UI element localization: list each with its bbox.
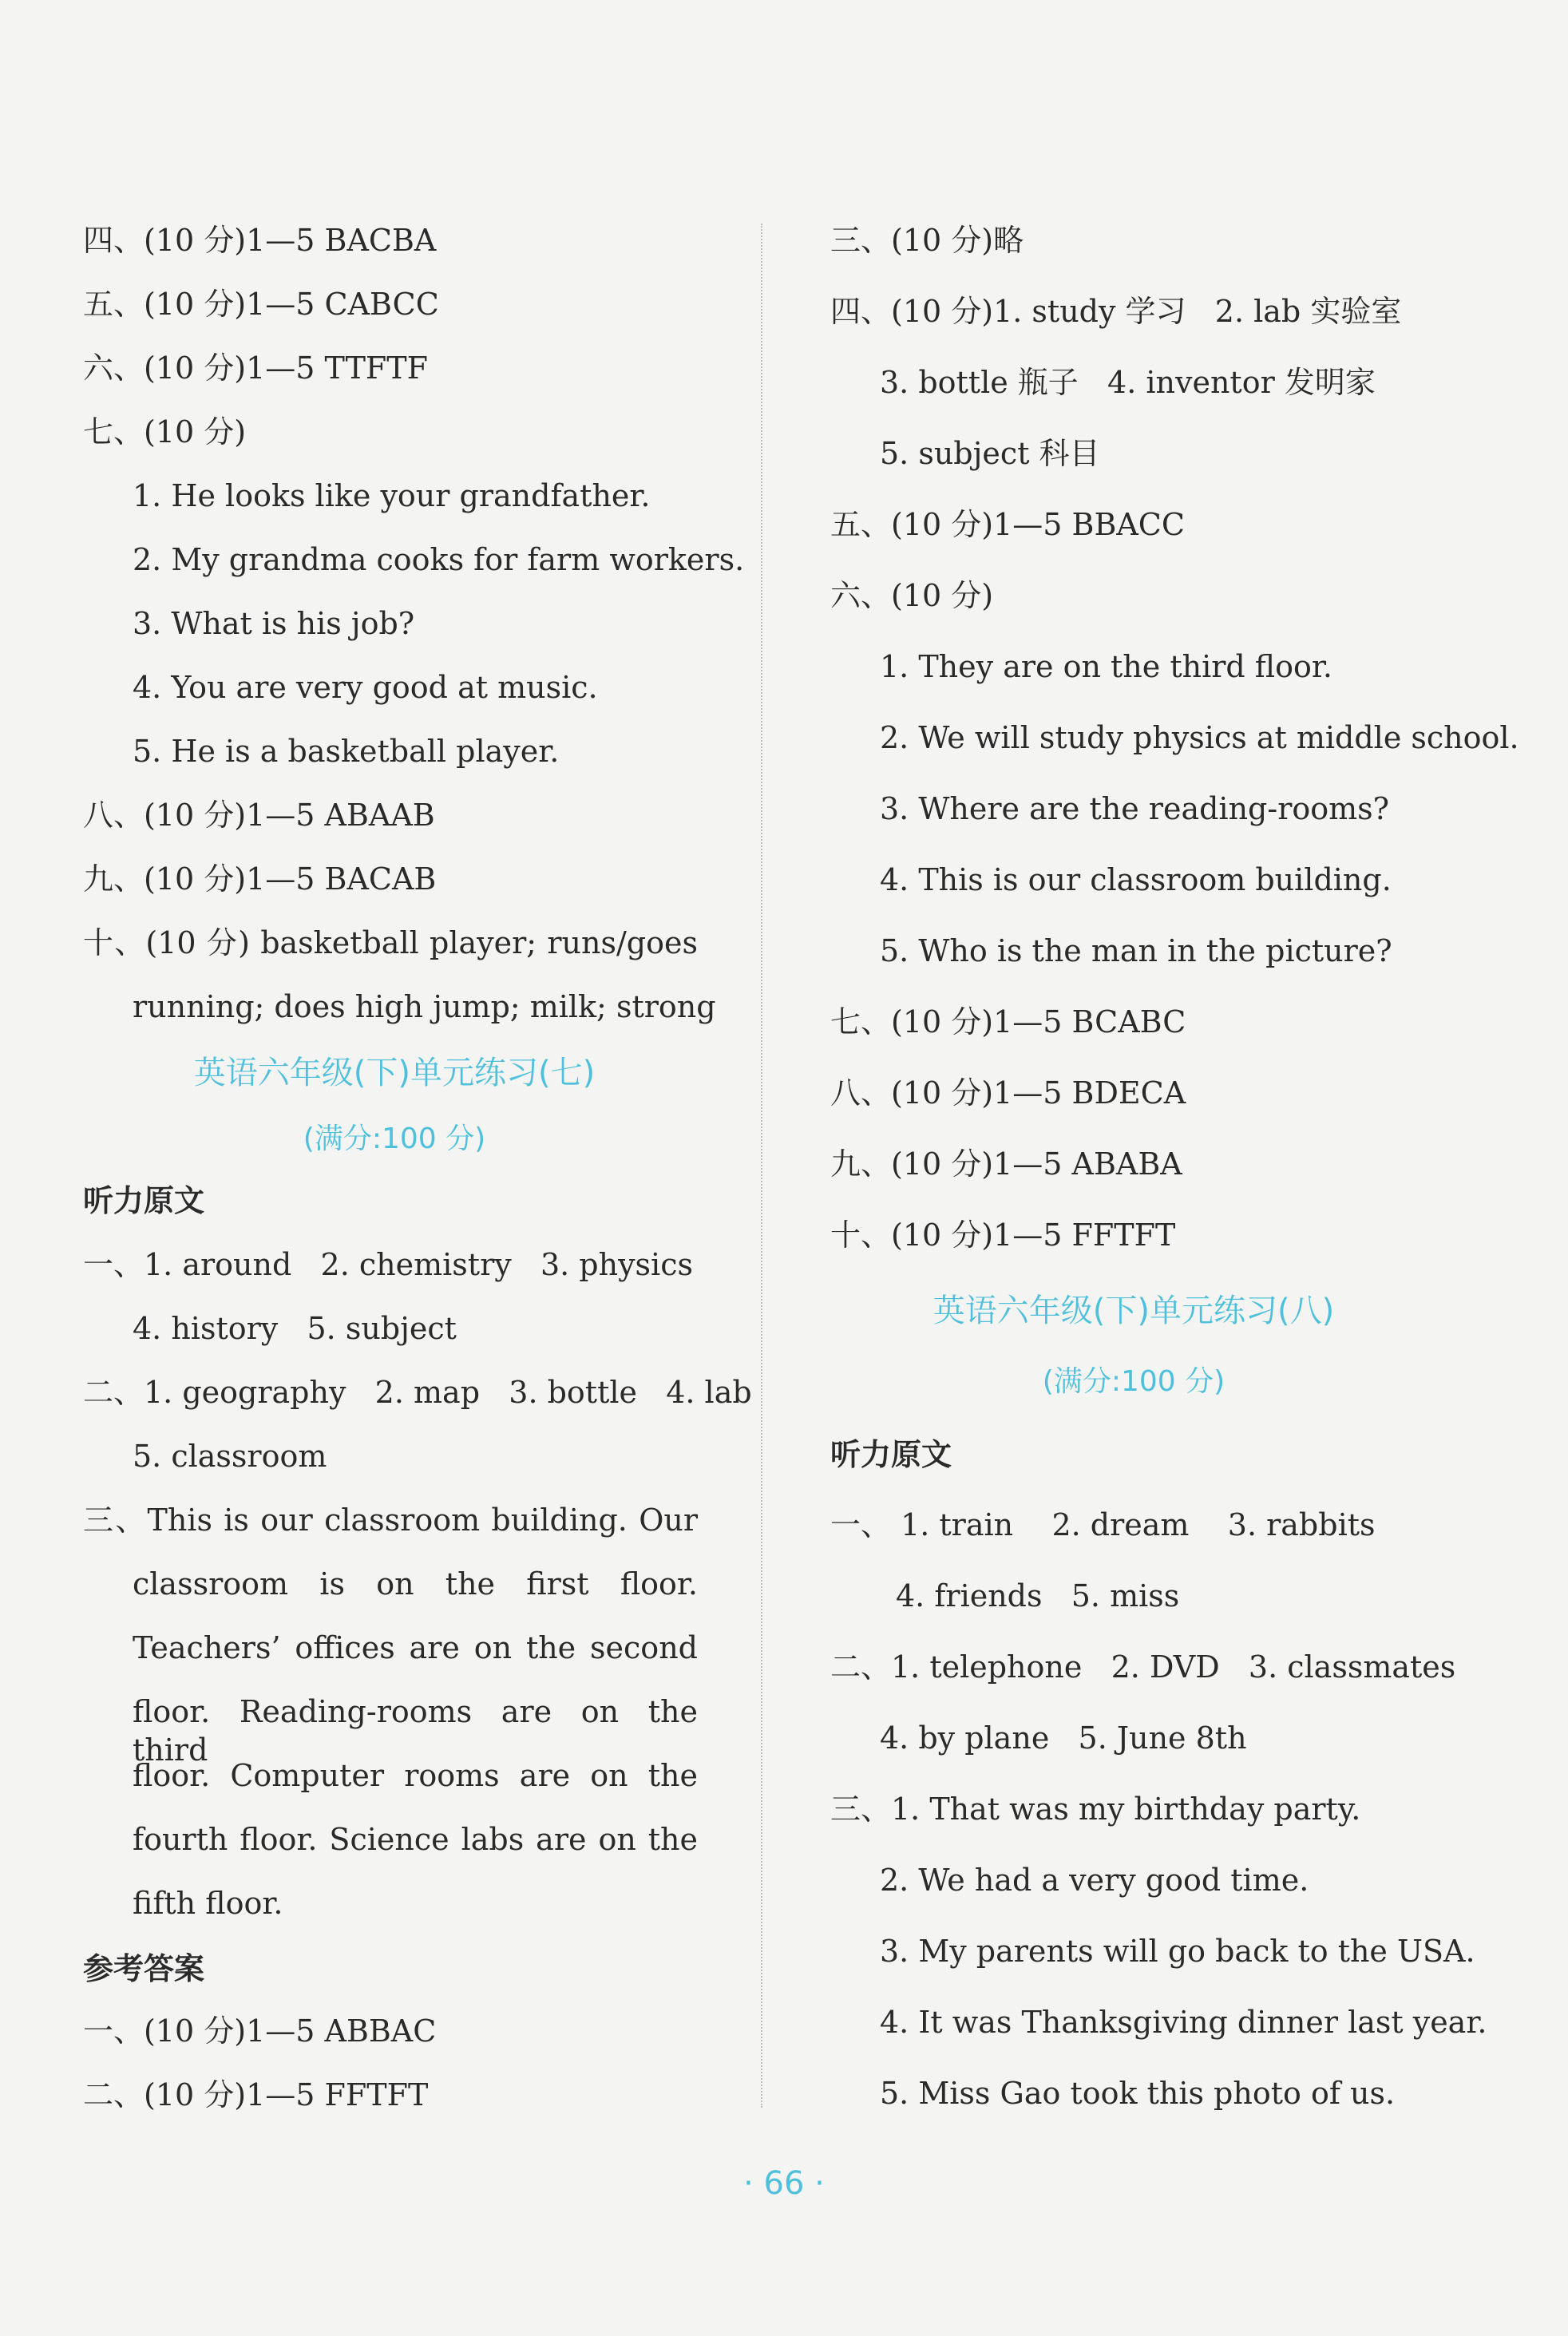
script-line: 4. It was Thanksgiving dinner last year. — [880, 2005, 1487, 2040]
script-paragraph-line: classroom is on the first floor. — [133, 1566, 698, 1602]
script-paragraph-line: fourth floor. Science labs are on the — [133, 1822, 698, 1857]
answer-line: 七、(10 分)1—5 BCABC — [830, 1004, 1186, 1039]
answer-sentence: 2. My grandma cooks for farm workers. — [133, 542, 745, 577]
unit-7-full-score: (满分:100 分) — [303, 1122, 486, 1155]
reference-answers-heading: 参考答案 — [83, 1951, 205, 1986]
answer-line: 六、(10 分)1—5 TTFTF — [83, 350, 428, 386]
listening-script-heading: 听力原文 — [83, 1183, 205, 1218]
answer-sentence: 1. They are on the third floor. — [880, 649, 1332, 684]
script-paragraph-line: fifth floor. — [133, 1886, 283, 1921]
script-line: 4. by plane 5. June 8th — [880, 1720, 1247, 1756]
answer-line: 十、(10 分) basketball player; runs/goes — [83, 925, 698, 960]
script-paragraph-line: Teachers’ offices are on the second — [133, 1630, 698, 1665]
answer-sentence: 5. Who is the man in the picture? — [880, 933, 1392, 968]
answer-sentence: 1. He looks like your grandfather. — [133, 478, 651, 513]
script-line: 4. friends 5. miss — [896, 1578, 1180, 1613]
answer-line: 三、(10 分)略 — [830, 223, 1024, 258]
answer-line: 5. subject 科目 — [880, 436, 1100, 471]
answer-sentence: 4. This is our classroom building. — [880, 862, 1392, 897]
script-line: 2. We had a very good time. — [880, 1863, 1309, 1898]
script-line: 三、1. That was my birthday party. — [830, 1792, 1361, 1827]
script-line: 3. My parents will go back to the USA. — [880, 1934, 1475, 1969]
column-divider — [761, 224, 762, 2108]
answer-line: 六、(10 分) — [830, 578, 994, 613]
unit-8-full-score: (满分:100 分) — [1042, 1365, 1225, 1398]
answer-line: 九、(10 分)1—5 BACAB — [83, 861, 437, 897]
script-line: 5. Miss Gao took this photo of us. — [880, 2076, 1396, 2111]
answer-sentence: 2. We will study physics at middle school. — [880, 720, 1519, 755]
answer-line: 四、(10 分)1—5 BACBA — [83, 223, 437, 258]
unit-7-title: 英语六年级(下)单元练习(七) — [193, 1055, 596, 1091]
answer-line: 3. bottle 瓶子 4. inventor 发明家 — [880, 365, 1376, 400]
answer-line: 十、(10 分)1—5 FFTFT — [830, 1217, 1176, 1253]
answer-sentence: 4. You are very good at music. — [133, 670, 598, 705]
answer-line: 二、(10 分)1—5 FFTFT — [83, 2077, 429, 2112]
unit-8-title: 英语六年级(下)单元练习(八) — [932, 1293, 1335, 1329]
answer-sentence: 5. He is a basketball player. — [133, 734, 560, 769]
script-line: 一、 1. train 2. dream 3. rabbits — [830, 1507, 1376, 1542]
listening-script-heading: 听力原文 — [830, 1437, 952, 1472]
answer-line: 四、(10 分)1. study 学习 2. lab 实验室 — [830, 294, 1402, 329]
answer-sentence: 3. Where are the reading-rooms? — [880, 791, 1390, 826]
script-paragraph-line: floor. Reading-rooms are on the third — [133, 1694, 698, 1768]
answer-line: 七、(10 分) — [83, 414, 247, 449]
script-line: 4. history 5. subject — [133, 1311, 457, 1346]
answer-line: 八、(10 分)1—5 BDECA — [830, 1075, 1186, 1111]
script-line: 一、1. around 2. chemistry 3. physics — [83, 1247, 693, 1282]
page-number: · 66 · — [743, 2165, 825, 2202]
answer-line: 一、(10 分)1—5 ABBAC — [83, 2013, 437, 2049]
script-paragraph-line: 三、This is our classroom building. Our — [83, 1503, 698, 1538]
answer-line: 五、(10 分)1—5 BBACC — [830, 507, 1185, 542]
script-line: 5. classroom — [133, 1439, 327, 1474]
script-line: 二、1. telephone 2. DVD 3. classmates — [830, 1649, 1456, 1685]
answer-line-continued: running; does high jump; milk; strong — [133, 989, 716, 1024]
answer-sentence: 3. What is his job? — [133, 606, 415, 641]
script-paragraph-line: floor. Computer rooms are on the — [133, 1758, 698, 1793]
answer-line: 八、(10 分)1—5 ABAAB — [83, 798, 435, 833]
script-line: 二、1. geography 2. map 3. bottle 4. lab — [83, 1375, 752, 1410]
answer-line: 五、(10 分)1—5 CABCC — [83, 287, 439, 322]
answer-line: 九、(10 分)1—5 ABABA — [830, 1146, 1182, 1182]
